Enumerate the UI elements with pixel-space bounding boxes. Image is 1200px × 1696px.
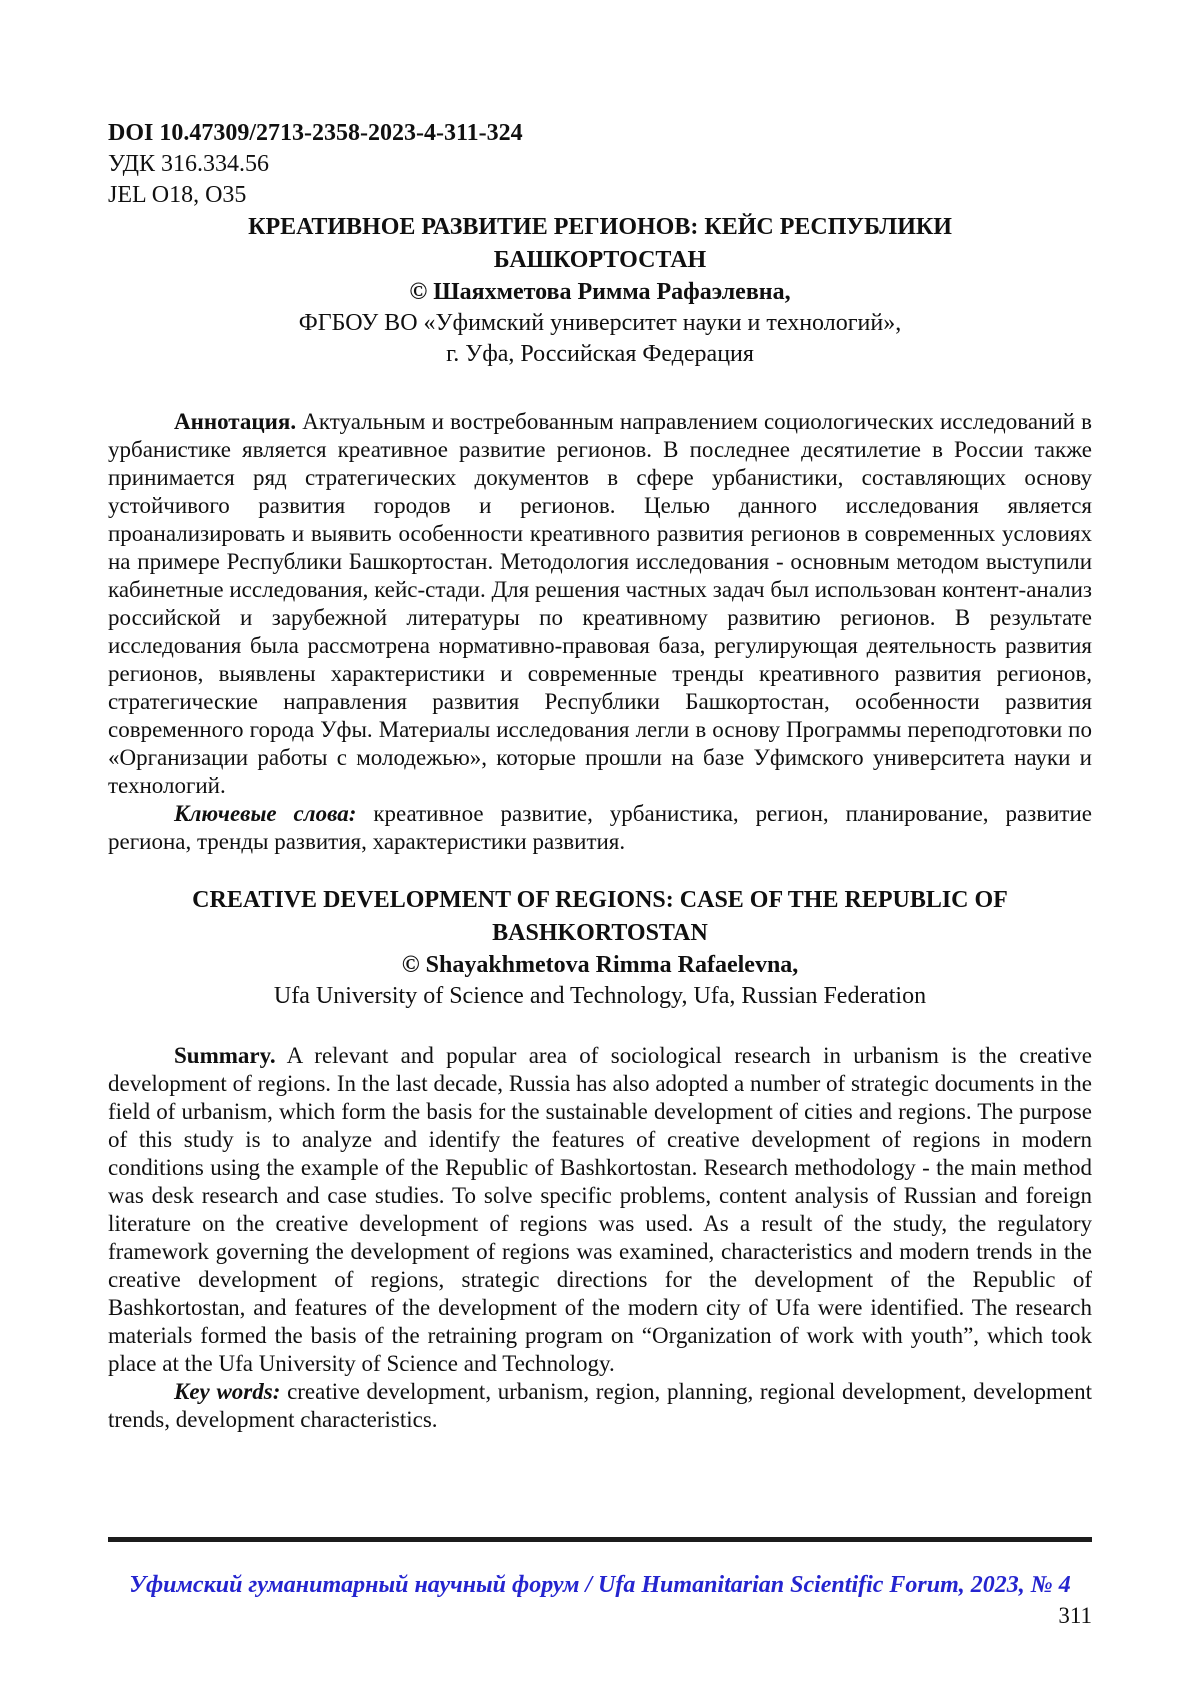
english-title: CREATIVE DEVELOPMENT OF REGIONS: CASE OF THE REPUBLIC OF BASHKORTOSTAN [192,887,1008,946]
russian-abstract-label: Аннотация. [174,409,297,434]
jel-line: JEL O18, O35 [108,182,247,208]
russian-author: © Шаяхметова Римма Рафаэлевна, [409,279,791,305]
udk-line: УДК 316.334.56 [108,151,269,177]
footer-divider [108,1537,1092,1542]
article-content [108,118,1092,1434]
page-footer [108,1537,1092,1631]
english-summary-text: A relevant and popular area of sociological research in urbanism is the creative development of regions. In the last decade, Russia has also adopted a number of strategic documents in the field of urbanism, which form the basis for the sustainable development of cities and regions. The purpose of this study is to analyze and identify the features of creative development of regions in modern conditions using the example of the Republic of Bashkortostan. Research methodology - the main method was desk research and case studies. To solve specific problems, content analysis of Russian and foreign literature on the creative development of regions was used. As a result of the study, the regulatory framework governing the development of regions was examined, characteristics and modern trends in the creative development of regions, strategic directions for the development of the Republic of Bashkortostan, and features of the development of the modern city of Ufa were identified. The research materials formed the basis of the retraining program on “Organization of work with youth”, which took place at the Ufa University of Science and Technology. [108,1043,1093,1376]
english-summary-paragraph [108,1042,1092,1378]
english-keywords-text: creative development, urbanism, region, planning, regional development, development trends, development characteristics. [108,1379,1092,1432]
russian-abstract-text: Актуальным и востребованным направлением социологических исследований в урбанистике является креативное развитие регионов. В последнее десятилетие в России также принимается ряд стратегических документов в сфере урбанистики, составляющих основу устойчивого развития городов и регионов. Целью данного исследования является проанализировать и выявить особенности креативного развития регионов в современных условиях на примере Республики Башкортостан. Методология исследования - основным методом выступили кабинетные исследования, кейс-стади. Для решения частных задач был использован контент-анализ российской и зарубежной литературы по креативному развитию регионов. В результате исследования была рассмотрена нормативно-правовая база, регулирующая деятельность развития регионов, выявлены характеристики и современные тренды креативного развития регионов, стратегические направления развития Республики Башкортостан, особенности развития современного города Уфы. Материалы исследования легли в основу Программы переподготовки по «Организации работы с молодежью», которые прошли на базе Уфимского университета науки и технологий. [108,409,1093,798]
journal-title-line: Уфимский гуманитарный научный форум / Ufa Humanitarian Scientific Forum, 2023, № 4 [129,1572,1071,1598]
russian-title: КРЕАТИВНОЕ РАЗВИТИЕ РЕГИОНОВ: КЕЙС РЕСПУБЛИКИ БАШКОРТОСТАН [248,214,952,273]
english-summary-label: Summary. [174,1043,276,1068]
english-keywords-label: Key words: [174,1379,281,1404]
russian-affiliation-line1: ФГБОУ ВО «Уфимский университет науки и технологий», [298,310,902,336]
russian-affiliation-line2: г. Уфа, Российская Федерация [446,341,754,367]
english-author: © Shayakhmetova Rimma Rafaelevna, [401,952,799,978]
russian-abstract-paragraph [108,408,1092,800]
english-keywords-paragraph [108,1378,1092,1434]
russian-keywords-paragraph [108,800,1092,856]
doi-line: DOI 10.47309/2713-2358-2023-4-311-324 [108,120,523,146]
russian-keywords-label: Ключевые слова: [174,801,357,826]
english-affiliation: Ufa University of Science and Technology, Ufa, Russian Federation [273,983,927,1009]
page-number: 311 [1058,1603,1092,1628]
russian-keywords-text: креативное развитие, урбанистика, регион, планирование, развитие региона, тренды развития, характеристики развития. [108,801,1093,854]
